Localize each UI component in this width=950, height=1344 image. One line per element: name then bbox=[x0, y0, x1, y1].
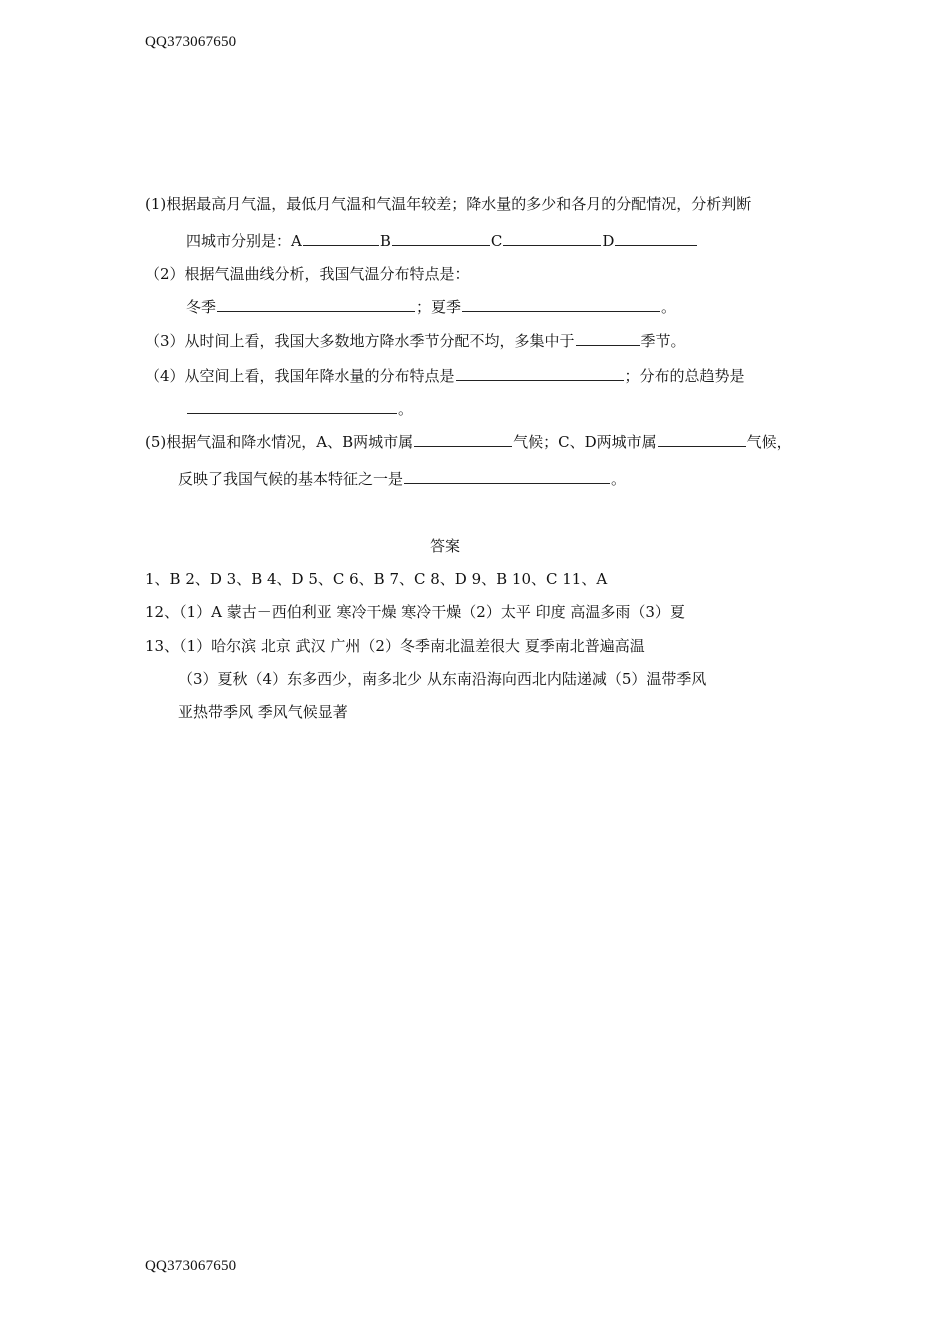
answers-title: 答案 bbox=[429, 537, 460, 555]
page-footer: QQ373067650 bbox=[145, 1258, 237, 1274]
answers-line-1: 1、B 2、D 3、B 4、D 5、C 6、B 7、C 8、D 9、B 10、C 11、A bbox=[145, 570, 608, 588]
answer-blank-d[interactable] bbox=[615, 231, 697, 246]
answer-blank-b[interactable] bbox=[392, 231, 490, 246]
answer-blank-cd-climate[interactable] bbox=[658, 432, 746, 447]
answer-blank-summer[interactable] bbox=[462, 297, 660, 312]
page-header: QQ373067650 bbox=[145, 34, 237, 50]
answer-blank-distribution[interactable] bbox=[456, 366, 624, 381]
question-1-line-2 bbox=[186, 231, 698, 251]
answer-blank-a[interactable] bbox=[303, 231, 379, 246]
answer-blank-trend[interactable] bbox=[187, 399, 397, 414]
question-5-line-1 bbox=[145, 432, 792, 452]
q1-prefix: 四城市分别是：A bbox=[186, 232, 302, 250]
answer-blank-season[interactable] bbox=[576, 331, 640, 346]
q1-label-c: C bbox=[490, 232, 503, 250]
q2-end: 。 bbox=[661, 298, 677, 316]
answer-blank-c[interactable] bbox=[503, 231, 601, 246]
q1-label-b: B bbox=[379, 232, 391, 250]
q1-label-d: D bbox=[602, 232, 615, 250]
q3-prefix: （3）从时间上看，我国大多数地方降水季节分配不均，多集中于 bbox=[145, 332, 575, 350]
question-4-line-2 bbox=[186, 399, 413, 419]
answer-blank-ab-climate[interactable] bbox=[414, 432, 512, 447]
q4-prefix: （4）从空间上看，我国年降水量的分布特点是 bbox=[145, 367, 455, 385]
question-4-line-1 bbox=[145, 366, 745, 386]
answers-line-3: 13、（1）哈尔滨 北京 武汉 广州（2）冬季南北温差很大 夏季南北普遍高温 bbox=[145, 637, 645, 655]
question-2-line-2 bbox=[186, 297, 676, 317]
answer-blank-feature[interactable] bbox=[404, 469, 610, 484]
q2-winter-label: 冬季 bbox=[186, 298, 217, 316]
q5-mid: 气候；C、D两城市属 bbox=[513, 433, 657, 451]
q2-summer-label: ；夏季 bbox=[416, 298, 462, 316]
answers-line-4: （3）夏秋（4）东多西少，南多北少 从东南沿海向西北内陆递减（5）温带季风 bbox=[178, 670, 707, 688]
q4-end: 。 bbox=[398, 400, 414, 418]
answer-blank-winter[interactable] bbox=[217, 297, 415, 312]
q5-suffix: 气候， bbox=[746, 433, 792, 451]
q3-suffix: 季节。 bbox=[640, 332, 686, 350]
question-3 bbox=[145, 331, 686, 351]
q5-line2-prefix: 反映了我国气候的基本特征之一是 bbox=[178, 470, 404, 488]
question-2-line-1: （2）根据气温曲线分析，我国气温分布特点是： bbox=[145, 265, 470, 283]
question-5-line-2 bbox=[178, 469, 626, 489]
q5-prefix: (5)根据气温和降水情况，A、B两城市属 bbox=[145, 433, 414, 451]
q5-line2-end: 。 bbox=[611, 470, 627, 488]
answers-line-5: 亚热带季风 季风气候显著 bbox=[178, 703, 348, 721]
question-1-line-1: (1)根据最高月气温，最低月气温和气温年较差；降水量的多少和各月的分配情况，分析判断 bbox=[145, 195, 752, 213]
q4-mid: ；分布的总趋势是 bbox=[624, 367, 745, 385]
answers-line-2: 12、（1）A 蒙古－西伯利亚 寒冷干燥 寒冷干燥（2）太平 印度 高温多雨（3）夏 bbox=[145, 603, 685, 621]
